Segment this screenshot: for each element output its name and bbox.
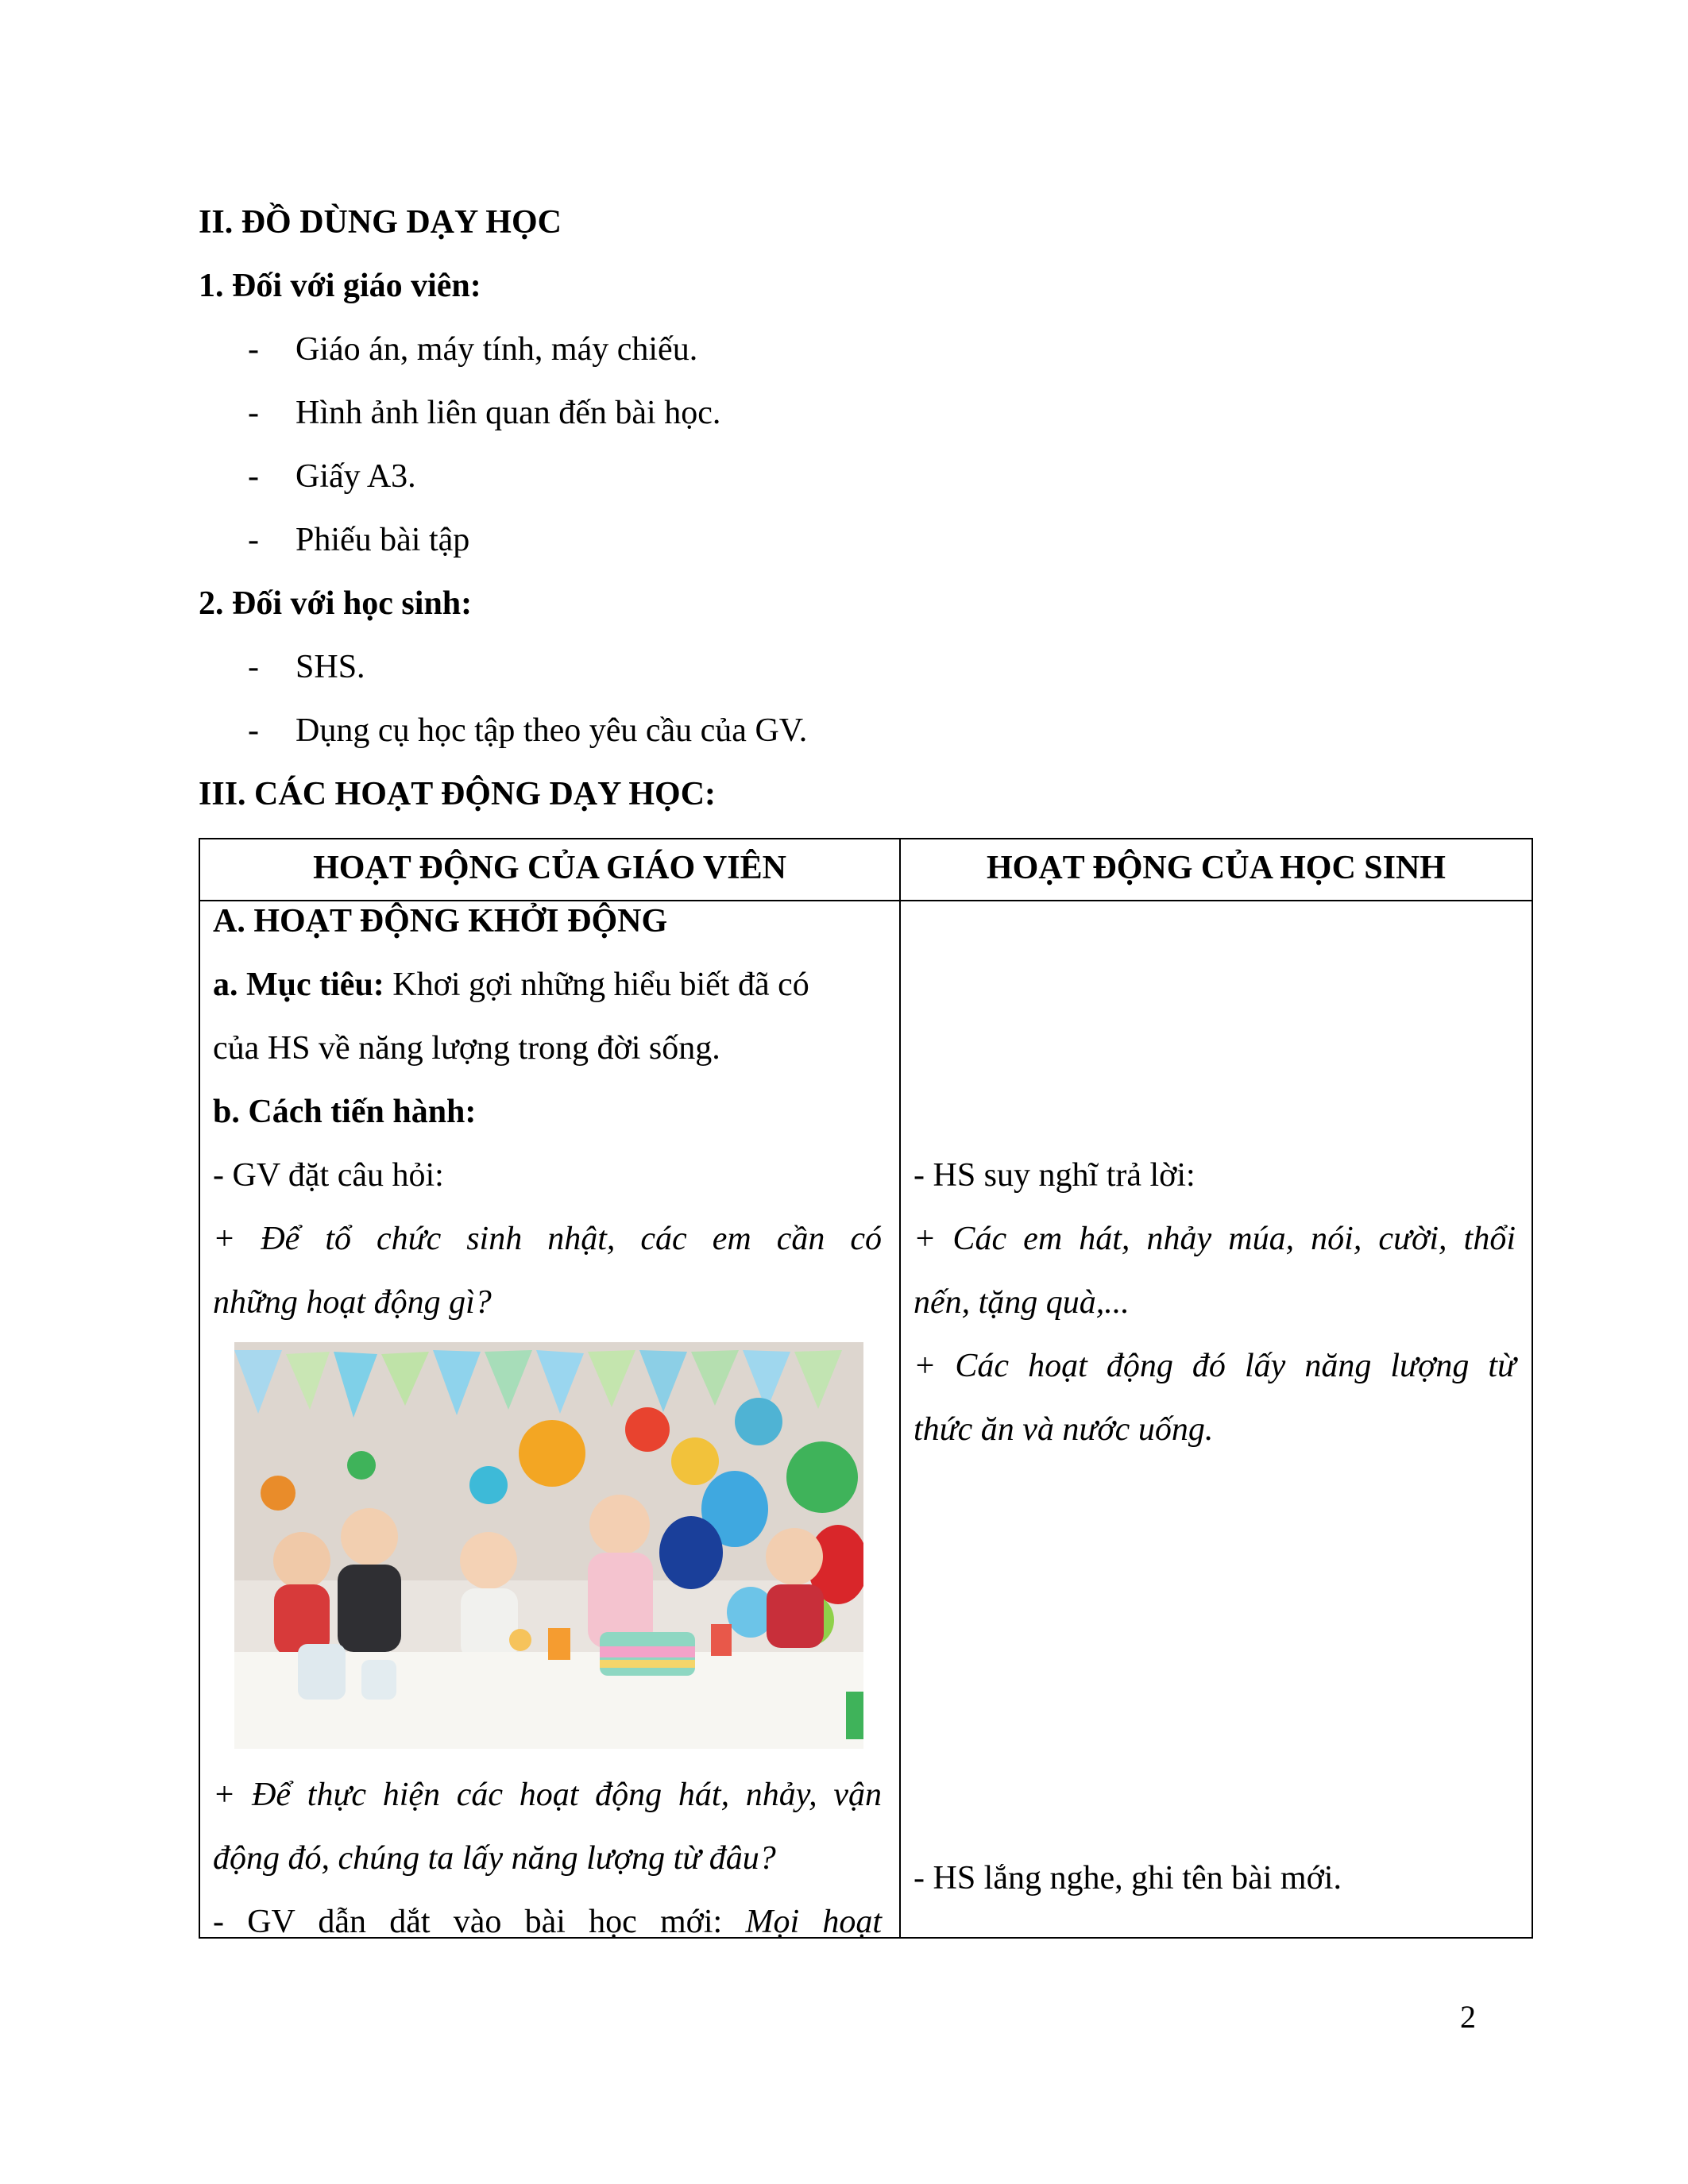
bullet-dash: -	[248, 331, 259, 368]
question-1-line-1: + Để tổ chức sinh nhật, các em cần có	[213, 1221, 882, 1257]
answer-1-line-1: + Các em hát, nhảy múa, nói, cười, thổi	[914, 1221, 1516, 1257]
objective-label: a. Mục tiêu:	[213, 967, 384, 1003]
teacher-ask: - GV đặt câu hỏi:	[213, 1157, 444, 1194]
answer-2-line-1: + Các hoạt động đó lấy năng lượng từ	[914, 1348, 1516, 1384]
teacher-item-2: Hình ảnh liên quan đến bài học.	[295, 395, 721, 431]
birthday-party-image	[234, 1342, 863, 1749]
teacher-materials-heading: 1. Đối với giáo viên:	[199, 268, 481, 304]
objective-line-1	[213, 953, 809, 1017]
student-item-1: SHS.	[295, 649, 365, 685]
student-listen: - HS lắng nghe, ghi tên bài mới.	[914, 1860, 1342, 1897]
section-2-heading: II. ĐỒ DÙNG DẠY HỌC	[199, 204, 562, 241]
student-materials-heading: 2. Đối với học sinh:	[199, 585, 473, 622]
question-2-line-1: + Để thực hiện các hoạt động hát, nhảy, vận	[213, 1777, 882, 1813]
question-1-line-2: những hoạt động gì?	[213, 1284, 492, 1321]
teacher-column-header: HOẠT ĐỘNG CỦA GIÁO VIÊN	[313, 850, 786, 886]
student-think: - HS suy nghĩ trả lời:	[914, 1157, 1196, 1194]
student-column-header: HOẠT ĐỘNG CỦA HỌC SINH	[987, 850, 1446, 886]
lead-in-italic: Mọi hoạt	[745, 1904, 883, 1940]
student-item-2: Dụng cụ học tập theo yêu cầu của GV.	[295, 712, 808, 749]
teacher-item-4: Phiếu bài tập	[295, 522, 470, 558]
answer-2-line-2: thức ăn và nước uống.	[914, 1411, 1214, 1448]
teacher-item-1: Giáo án, máy tính, máy chiếu.	[295, 331, 698, 368]
activity-title: A. HOẠT ĐỘNG KHỞI ĐỘNG	[213, 903, 668, 940]
page-number: 2	[1460, 1999, 1476, 2035]
answer-1-line-2: nến, tặng quà,...	[914, 1284, 1130, 1321]
column-divider	[899, 839, 901, 1937]
question-2-line-2: động đó, chúng ta lấy năng lượng từ đâu?	[213, 1840, 776, 1877]
lead-in-text: - GV dẫn dắt vào bài học mới:	[213, 1904, 746, 1940]
bullet-dash: -	[248, 712, 259, 749]
teacher-lead-in	[213, 1890, 882, 1954]
bullet-dash: -	[248, 395, 259, 431]
method-label: b. Cách tiến hành:	[213, 1094, 477, 1130]
section-3-heading: III. CÁC HOẠT ĐỘNG DẠY HỌC:	[199, 776, 717, 812]
bullet-dash: -	[248, 458, 259, 495]
teacher-item-3: Giấy A3.	[295, 458, 416, 495]
bullet-dash: -	[248, 522, 259, 558]
objective-text: Khơi gợi những hiểu biết đã có	[384, 967, 809, 1003]
bullet-dash: -	[248, 649, 259, 685]
objective-line-2: của HS về năng lượng trong đời sống.	[213, 1030, 720, 1067]
